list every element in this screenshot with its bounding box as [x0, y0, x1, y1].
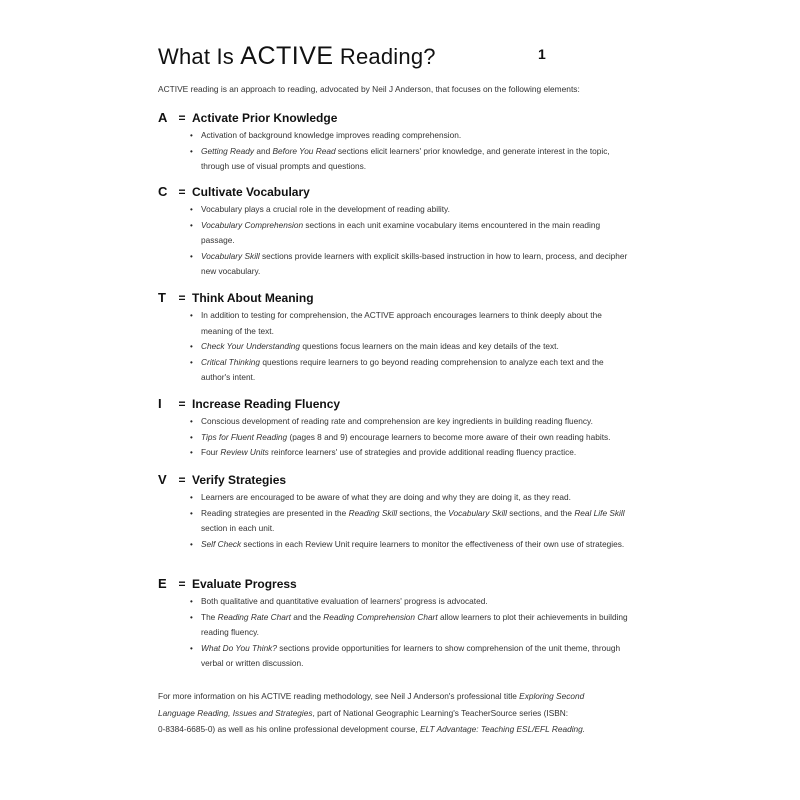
text-run: sections, the	[397, 507, 449, 518]
bullet-dot-icon: •	[190, 311, 193, 320]
text-run: In addition to testing for comprehension, the ACTIVE approach encourages learners to think deeply about the meaning of the text.	[201, 310, 602, 336]
section-a	[158, 110, 628, 175]
bullet-item	[190, 641, 628, 672]
bullet-list	[158, 128, 628, 175]
bullet-list	[158, 202, 628, 280]
bullet-list	[158, 594, 628, 672]
bullet-dot-icon: •	[190, 493, 193, 502]
bullet-item	[190, 202, 628, 218]
section-title: Evaluate Progress	[192, 577, 297, 591]
section-heading	[158, 184, 628, 200]
bullet-dot-icon: •	[190, 539, 193, 549]
section-letter: I	[158, 396, 162, 411]
bullet-dot-icon: •	[190, 417, 193, 426]
footer-line	[158, 721, 638, 738]
bullet-dot-icon: •	[190, 220, 193, 230]
italic-term: Real Life Skill	[574, 507, 625, 518]
page-number: 1	[538, 46, 546, 62]
bullet-dot-icon: •	[190, 357, 193, 367]
text-run: sections provide learners with explicit skills-based instruction in how to learn, process, and decipher new vocabulary.	[201, 250, 628, 276]
text-run: 0-8384-6685-0) as well as his online professional development course,	[158, 724, 420, 734]
section-letter: V	[158, 472, 167, 487]
italic-term: Review Units	[220, 447, 269, 457]
bullet-dot-icon: •	[190, 131, 193, 140]
bullet-item	[190, 249, 628, 280]
bullet-item	[190, 537, 628, 553]
text-run: section in each unit.	[201, 523, 275, 533]
bullet-item	[190, 414, 628, 430]
text-run: sections provide opportunities for learners to show comprehension of the unit theme, through verbal or written discussion.	[201, 642, 621, 668]
section-v	[158, 472, 628, 552]
section-heading	[158, 472, 628, 488]
section-heading	[158, 576, 628, 592]
text-run: questions focus learners on the main ideas and key details of the text.	[300, 341, 559, 351]
bullet-item	[190, 445, 628, 461]
footer-line	[158, 688, 638, 705]
text-run: Four	[201, 447, 221, 457]
italic-term: Getting Ready	[201, 145, 255, 156]
bullet-item	[190, 128, 628, 144]
text-run: Learners are encouraged to be aware of what they are doing and why they are doing it, as they read.	[201, 492, 571, 502]
equals-sign: =	[178, 111, 186, 125]
italic-term: Reading Skill	[348, 507, 398, 518]
italic-term: What Do You Think?	[201, 642, 277, 653]
text-run: questions require learners to go beyond reading comprehension to analyze each text and the author's intent.	[201, 356, 604, 382]
bullet-item	[190, 490, 628, 506]
title-emphasis: ACTIVE	[240, 42, 334, 70]
italic-term: Reading Comprehension Chart	[323, 611, 438, 622]
footer-paragraph	[158, 688, 638, 738]
text-run: (pages 8 and 9) encourage learners to become more aware of their own reading habits.	[287, 431, 611, 442]
equals-sign: =	[178, 473, 186, 487]
section-title: Cultivate Vocabulary	[192, 185, 310, 199]
bullet-dot-icon: •	[190, 508, 193, 518]
text-run: and the	[290, 611, 324, 622]
italic-term: Before You Read	[272, 145, 336, 156]
bullet-list	[158, 414, 628, 461]
bullet-dot-icon: •	[190, 597, 193, 606]
bullet-item	[190, 218, 628, 249]
section-title: Verify Strategies	[192, 473, 287, 487]
section-letter: E	[158, 576, 167, 591]
section-title: Activate Prior Knowledge	[192, 111, 338, 125]
italic-term: Check Your Understanding	[201, 341, 301, 351]
bullet-item	[190, 506, 628, 537]
italic-term: Language Reading, Issues and Strategies	[158, 707, 313, 718]
text-run: allow learners to plot their achievements in building reading fluency.	[201, 611, 628, 637]
bullet-item	[190, 610, 628, 641]
bullet-dot-icon: •	[190, 205, 193, 214]
bullet-list	[158, 308, 628, 386]
title-prefix: What Is	[158, 44, 241, 69]
bullet-list	[158, 490, 628, 552]
page-title	[158, 42, 436, 71]
section-title: Increase Reading Fluency	[192, 397, 341, 411]
equals-sign: =	[178, 577, 186, 591]
italic-term: Vocabulary Skill	[448, 507, 507, 518]
bullet-item	[190, 339, 628, 355]
section-heading	[158, 290, 628, 306]
bullet-item	[190, 144, 628, 175]
text-run: The	[201, 611, 218, 622]
italic-term: Self Check	[201, 538, 242, 549]
equals-sign: =	[178, 185, 186, 199]
text-run: , part of National Geographic Learning's TeacherSource series (ISBN:	[312, 707, 569, 718]
italic-term: ELT Advantage: Teaching ESL/EFL Reading.	[419, 724, 586, 734]
bullet-dot-icon: •	[190, 432, 193, 442]
text-run: Both qualitative and quantitative evaluation of learners' progress is advocated.	[201, 596, 488, 606]
bullet-dot-icon: •	[190, 448, 193, 457]
italic-term: Vocabulary Comprehension	[201, 219, 304, 230]
italic-term: Tips for Fluent Reading	[201, 431, 288, 442]
text-run: sections, and the	[506, 507, 575, 518]
section-t	[158, 290, 628, 386]
section-heading	[158, 396, 628, 412]
text-run: and	[254, 145, 273, 156]
bullet-dot-icon: •	[190, 643, 193, 653]
equals-sign: =	[178, 397, 186, 411]
title-suffix: Reading?	[333, 44, 436, 69]
text-run: sections in each unit examine vocabulary items encountered in the main reading passage.	[201, 219, 601, 245]
italic-term: Exploring Second	[519, 691, 585, 701]
bullet-dot-icon: •	[190, 612, 193, 622]
bullet-item	[190, 430, 628, 446]
section-c	[158, 184, 628, 280]
section-letter: C	[158, 184, 168, 199]
section-letter: T	[158, 290, 166, 305]
bullet-dot-icon: •	[190, 251, 193, 261]
bullet-dot-icon: •	[190, 342, 193, 351]
text-run: sections in each Review Unit require learners to monitor the effectiveness of their own use of strategies.	[241, 538, 625, 549]
italic-term: Critical Thinking	[201, 356, 261, 367]
section-e	[158, 576, 628, 672]
text-run: For more information on his ACTIVE reading methodology, see Neil J Anderson's professional title	[158, 691, 520, 701]
bullet-item	[190, 594, 628, 610]
section-title: Think About Meaning	[192, 291, 314, 305]
text-run: Conscious development of reading rate and comprehension are key ingredients in building reading fluency.	[201, 416, 593, 426]
italic-term: Vocabulary Skill	[201, 250, 260, 261]
bullet-item	[190, 308, 628, 339]
text-run: sections elicit learners' prior knowledge, and generate interest in the topic, through use of visual prompts and questions.	[201, 145, 610, 171]
section-heading	[158, 110, 628, 126]
text-run: reinforce learners' use of strategies and provide additional reading fluency practice.	[268, 447, 577, 457]
intro-paragraph: ACTIVE reading is an approach to reading, advocated by Neil J Anderson, that focuses on the following elements:	[158, 84, 580, 94]
text-run: Vocabulary plays a crucial role in the development of reading ability.	[201, 204, 450, 214]
text-run: Reading strategies are presented in the	[201, 507, 349, 518]
bullet-dot-icon: •	[190, 146, 193, 156]
section-letter: A	[158, 110, 168, 125]
footer-line	[158, 705, 638, 722]
text-run: Activation of background knowledge improves reading comprehension.	[201, 130, 462, 140]
section-i	[158, 396, 628, 461]
bullet-item	[190, 355, 628, 386]
equals-sign: =	[178, 291, 186, 305]
italic-term: Reading Rate Chart	[217, 611, 291, 622]
